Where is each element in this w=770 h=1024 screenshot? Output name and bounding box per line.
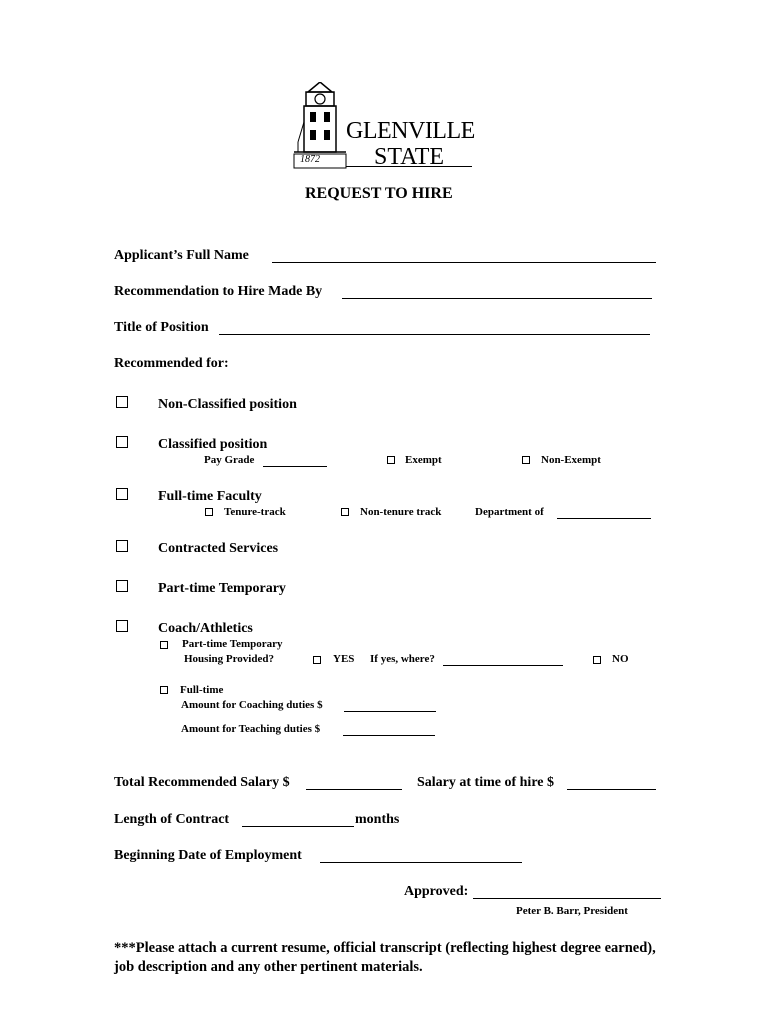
beginning-date-field[interactable] <box>320 862 522 863</box>
position-title-field[interactable] <box>219 334 650 335</box>
non-tenure-track-label: Non-tenure track <box>360 506 442 518</box>
exempt-checkbox[interactable] <box>387 456 395 464</box>
attachment-note: ***Please attach a current resume, official transcript (reflecting highest degree earned), job description and any other pertinent materials. <box>114 940 656 975</box>
contract-length-label: Length of Contract <box>114 812 230 827</box>
housing-yes-label: YES <box>333 653 355 665</box>
non-tenure-track-checkbox[interactable] <box>341 508 349 516</box>
department-label: Department of <box>475 506 544 518</box>
logo-name-line2: STATE <box>374 144 445 170</box>
coach-parttime-label: Part-time Temporary <box>182 638 283 650</box>
non-classified-checkbox[interactable] <box>116 396 128 408</box>
logo-year: 1872 <box>300 154 320 165</box>
salary-at-hire-field[interactable] <box>567 789 656 790</box>
teaching-amount-label: Amount for Teaching duties $ <box>181 723 321 735</box>
applicant-name-field[interactable] <box>272 262 656 263</box>
housing-where-field[interactable] <box>443 665 563 666</box>
coach-fulltime-label: Full-time <box>180 684 224 696</box>
fulltime-faculty-label: Full-time Faculty <box>158 489 262 504</box>
pay-grade-label: Pay Grade <box>204 454 255 466</box>
if-yes-where-label: If yes, where? <box>370 653 435 665</box>
approved-label: Approved: <box>404 884 469 899</box>
logo-name-line1: GLENVILLE <box>346 118 475 144</box>
form-title: REQUEST TO HIRE <box>305 185 453 202</box>
contracted-services-checkbox[interactable] <box>116 540 128 552</box>
contracted-services-label: Contracted Services <box>158 541 279 556</box>
clock-tower-icon <box>290 82 350 170</box>
beginning-date-label: Beginning Date of Employment <box>114 848 302 863</box>
fulltime-faculty-checkbox[interactable] <box>116 488 128 500</box>
non-exempt-label: Non-Exempt <box>541 454 601 466</box>
glenville-state-logo <box>286 82 476 172</box>
recommended-by-label: Recommendation to Hire Made By <box>114 284 323 299</box>
coaching-amount-label: Amount for Coaching duties $ <box>181 699 323 711</box>
logo-underline <box>346 166 472 167</box>
exempt-label: Exempt <box>405 454 442 466</box>
teaching-amount-field[interactable] <box>343 735 435 736</box>
applicant-name-label: Applicant’s Full Name <box>114 248 249 263</box>
coach-parttime-checkbox[interactable] <box>160 641 168 649</box>
classified-checkbox[interactable] <box>116 436 128 448</box>
approved-signature-field[interactable] <box>473 898 661 899</box>
coach-fulltime-checkbox[interactable] <box>160 686 168 694</box>
coach-athletics-label: Coach/Athletics <box>158 621 253 636</box>
tenure-track-label: Tenure-track <box>224 506 286 518</box>
housing-provided-label: Housing Provided? <box>184 653 274 665</box>
salary-at-hire-label: Salary at time of hire $ <box>417 775 554 790</box>
contract-months-label: months <box>355 812 400 827</box>
contract-length-field[interactable] <box>242 826 354 827</box>
tenure-track-checkbox[interactable] <box>205 508 213 516</box>
total-salary-field[interactable] <box>306 789 402 790</box>
non-classified-label: Non-Classified position <box>158 397 297 412</box>
signer-name: Peter B. Barr, President <box>516 905 628 917</box>
housing-no-label: NO <box>612 653 629 665</box>
non-exempt-checkbox[interactable] <box>522 456 530 464</box>
classified-label: Classified position <box>158 437 268 452</box>
position-title-label: Title of Position <box>114 320 209 335</box>
total-salary-label: Total Recommended Salary $ <box>114 775 290 790</box>
housing-no-checkbox[interactable] <box>593 656 601 664</box>
housing-yes-checkbox[interactable] <box>313 656 321 664</box>
parttime-temporary-checkbox[interactable] <box>116 580 128 592</box>
coach-athletics-checkbox[interactable] <box>116 620 128 632</box>
parttime-temporary-label: Part-time Temporary <box>158 581 286 596</box>
pay-grade-field[interactable] <box>263 466 327 467</box>
department-field[interactable] <box>557 518 651 519</box>
recommended-by-field[interactable] <box>342 298 652 299</box>
recommended-for-label: Recommended for: <box>114 356 229 371</box>
coaching-amount-field[interactable] <box>344 711 436 712</box>
